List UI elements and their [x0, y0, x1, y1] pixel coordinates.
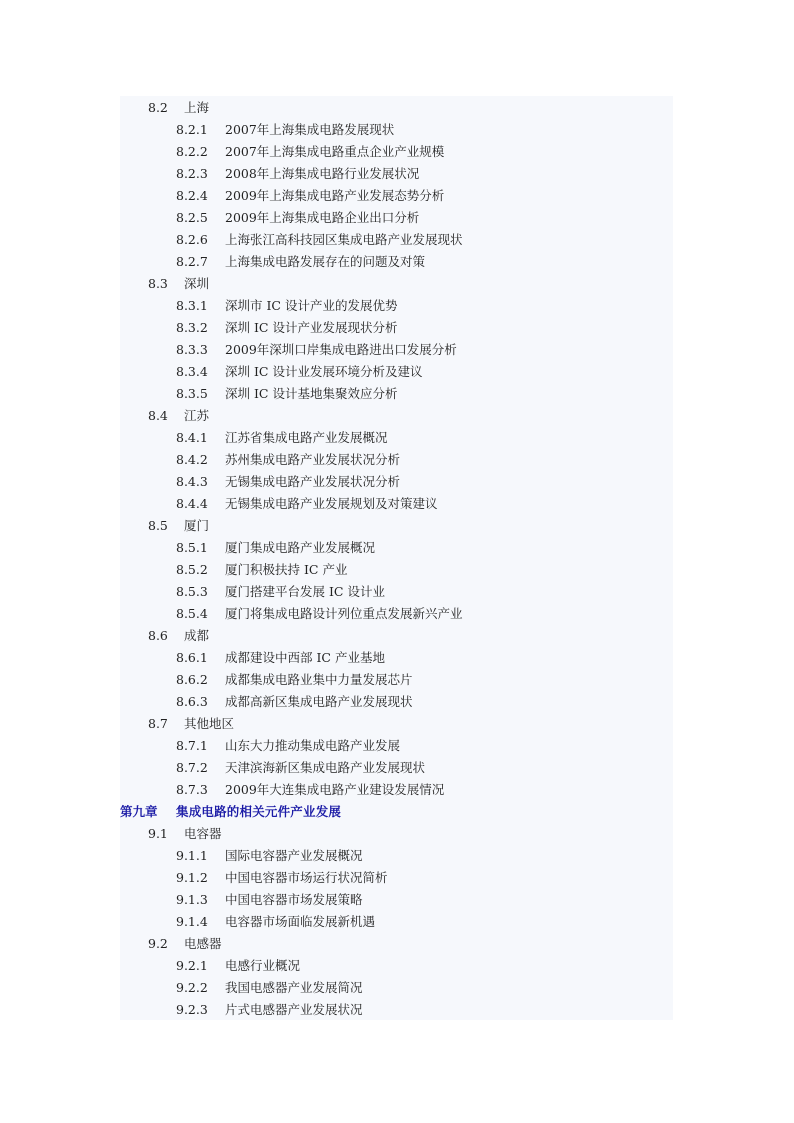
toc-subsection	[120, 185, 444, 207]
toc-subsection	[120, 867, 388, 889]
toc-entry-number: 9.2	[148, 936, 168, 951]
toc-entry-number: 8.7.2	[176, 760, 208, 775]
toc-entry-title: 厦门	[184, 518, 210, 533]
toc-subsection	[120, 383, 397, 405]
toc-entry-number: 9.2.3	[176, 1002, 208, 1017]
toc-subsection	[120, 669, 413, 691]
toc-entry-number: 8.3	[148, 276, 168, 291]
toc-entry-title: 片式电感器产业发展状况	[225, 1002, 363, 1017]
toc-entry-number: 8.2	[148, 100, 168, 115]
toc-entry-title: 江苏省集成电路产业发展概况	[225, 430, 388, 445]
toc-entry-number: 9.2.2	[176, 980, 208, 995]
toc-entry-title: 成都高新区集成电路产业发展现状	[225, 694, 413, 709]
toc-section	[120, 97, 209, 119]
toc-subsection	[120, 603, 463, 625]
toc-entry-number: 8.4.4	[176, 496, 208, 511]
toc-entry-title: 2007年上海集成电路重点企业产业规模	[225, 144, 445, 159]
toc-entry-title: 上海张江高科技园区集成电路产业发展现状	[225, 232, 463, 247]
toc-entry-number: 8.5.3	[176, 584, 208, 599]
toc-entry-title: 2009年上海集成电路产业发展态势分析	[225, 188, 445, 203]
toc-section	[120, 515, 209, 537]
toc-entry-title: 2009年大连集成电路产业建设发展情况	[225, 782, 445, 797]
toc-entry-number: 8.5.1	[176, 540, 208, 555]
toc-subsection	[120, 229, 463, 251]
toc-entry-number: 8.7.1	[176, 738, 208, 753]
toc-entry-title: 无锡集成电路产业发展状况分析	[225, 474, 401, 489]
toc-entry-number: 第九章	[120, 804, 158, 819]
toc-entry-number: 8.2.6	[176, 232, 208, 247]
toc-entry-number: 8.2.4	[176, 188, 208, 203]
toc-entry-number: 8.5.2	[176, 562, 208, 577]
toc-entry-number: 8.7	[148, 716, 168, 731]
toc-entry-title: 厦门将集成电路设计列位重点发展新兴产业	[225, 606, 463, 621]
toc-subsection	[120, 295, 397, 317]
toc-entry-number: 9.1.4	[176, 914, 208, 929]
toc-chapter-heading	[120, 801, 341, 823]
toc-entry-number: 8.6.3	[176, 694, 208, 709]
toc-subsection	[120, 493, 438, 515]
toc-entry-title: 2008年上海集成电路行业发展状况	[225, 166, 420, 181]
toc-subsection	[120, 691, 413, 713]
toc-subsection	[120, 163, 419, 185]
toc-subsection	[120, 251, 425, 273]
toc-subsection	[120, 471, 400, 493]
toc-subsection	[120, 361, 422, 383]
toc-entry-title: 深圳 IC 设计产业发展现状分析	[225, 320, 398, 335]
toc-section	[120, 933, 222, 955]
toc-entry-number: 8.4	[148, 408, 168, 423]
toc-entry-number: 8.3.5	[176, 386, 208, 401]
toc-subsection	[120, 977, 363, 999]
toc-entry-title: 2009年深圳口岸集成电路进出口发展分析	[225, 342, 457, 357]
toc-subsection	[120, 999, 363, 1020]
toc-entry-title: 成都	[184, 628, 210, 643]
toc-entry-number: 9.2.1	[176, 958, 208, 973]
toc-entry-title: 上海集成电路发展存在的问题及对策	[225, 254, 426, 269]
toc-subsection	[120, 537, 375, 559]
toc-entry-title: 深圳 IC 设计业发展环境分析及建议	[225, 364, 423, 379]
toc-entry-title: 无锡集成电路产业发展规划及对策建议	[225, 496, 438, 511]
toc-entry-number: 8.2.3	[176, 166, 208, 181]
toc-entry-number: 8.4.1	[176, 430, 208, 445]
toc-entry-title: 深圳	[184, 276, 210, 291]
toc-subsection	[120, 449, 400, 471]
toc-subsection	[120, 955, 300, 977]
toc-subsection	[120, 581, 385, 603]
toc-entry-title: 天津滨海新区集成电路产业发展现状	[225, 760, 426, 775]
toc-subsection	[120, 207, 419, 229]
toc-section	[120, 273, 209, 295]
toc-entry-number: 9.1.3	[176, 892, 208, 907]
toc-subsection	[120, 559, 347, 581]
toc-entry-title: 2009年上海集成电路企业出口分析	[225, 210, 420, 225]
toc-section	[120, 625, 209, 647]
toc-entry-number: 9.1	[148, 826, 168, 841]
toc-entry-number: 8.2.2	[176, 144, 208, 159]
toc-entry-title: 山东大力推动集成电路产业发展	[225, 738, 401, 753]
toc-subsection	[120, 911, 375, 933]
toc-entry-number: 8.2.1	[176, 122, 208, 137]
toc-section	[120, 823, 222, 845]
toc-entry-number: 8.5.4	[176, 606, 208, 621]
toc-entry-title: 江苏	[184, 408, 210, 423]
toc-subsection	[120, 779, 444, 801]
toc-entry-number: 9.1.1	[176, 848, 208, 863]
toc-entry-title: 集成电路的相关元件产业发展	[176, 804, 342, 819]
toc-entry-title: 电容器	[184, 826, 222, 841]
toc-subsection	[120, 317, 397, 339]
toc-entry-number: 8.2.7	[176, 254, 208, 269]
toc-entry-number: 8.3.4	[176, 364, 208, 379]
toc-entry-number: 8.3.3	[176, 342, 208, 357]
toc-entry-number: 8.4.2	[176, 452, 208, 467]
toc-subsection	[120, 757, 425, 779]
toc-subsection	[120, 889, 363, 911]
toc-entry-title: 厦门集成电路产业发展概况	[225, 540, 376, 555]
toc-entry-title: 厦门搭建平台发展 IC 设计业	[225, 584, 385, 599]
toc-entry-number: 8.3.1	[176, 298, 208, 313]
toc-entry-title: 深圳市 IC 设计产业的发展优势	[225, 298, 398, 313]
toc-entry-number: 8.2.5	[176, 210, 208, 225]
toc-entry-number: 8.5	[148, 518, 168, 533]
toc-entry-title: 中国电容器市场发展策略	[225, 892, 363, 907]
toc-entry-title: 电感行业概况	[225, 958, 301, 973]
toc-entry-number: 8.6	[148, 628, 168, 643]
toc-entry-title: 2007年上海集成电路发展现状	[225, 122, 395, 137]
toc-entry-title: 苏州集成电路产业发展状况分析	[225, 452, 401, 467]
toc-entry-title: 成都建设中西部 IC 产业基地	[225, 650, 385, 665]
toc-subsection	[120, 339, 457, 361]
toc-entry-number: 8.4.3	[176, 474, 208, 489]
toc-entry-title: 其他地区	[184, 716, 235, 731]
toc-section	[120, 405, 209, 427]
toc-entry-title: 成都集成电路业集中力量发展芯片	[225, 672, 413, 687]
toc-entry-title: 厦门积极扶持 IC 产业	[225, 562, 348, 577]
toc-entry-number: 9.1.2	[176, 870, 208, 885]
table-of-contents	[120, 96, 673, 1020]
toc-subsection	[120, 119, 394, 141]
toc-entry-number: 8.3.2	[176, 320, 208, 335]
toc-section	[120, 713, 234, 735]
toc-entry-title: 中国电容器市场运行状况简析	[225, 870, 388, 885]
toc-entry-number: 8.6.1	[176, 650, 208, 665]
toc-entry-title: 电容器市场面临发展新机遇	[225, 914, 376, 929]
toc-entry-title: 电感器	[184, 936, 222, 951]
toc-subsection	[120, 647, 385, 669]
toc-entry-title: 上海	[184, 100, 210, 115]
toc-entry-title: 我国电感器产业发展简况	[225, 980, 363, 995]
toc-entry-title: 深圳 IC 设计基地集聚效应分析	[225, 386, 398, 401]
toc-entry-number: 8.7.3	[176, 782, 208, 797]
toc-subsection	[120, 141, 444, 163]
toc-subsection	[120, 735, 400, 757]
toc-subsection	[120, 427, 388, 449]
toc-subsection	[120, 845, 363, 867]
toc-entry-number: 8.6.2	[176, 672, 208, 687]
toc-entry-title: 国际电容器产业发展概况	[225, 848, 363, 863]
